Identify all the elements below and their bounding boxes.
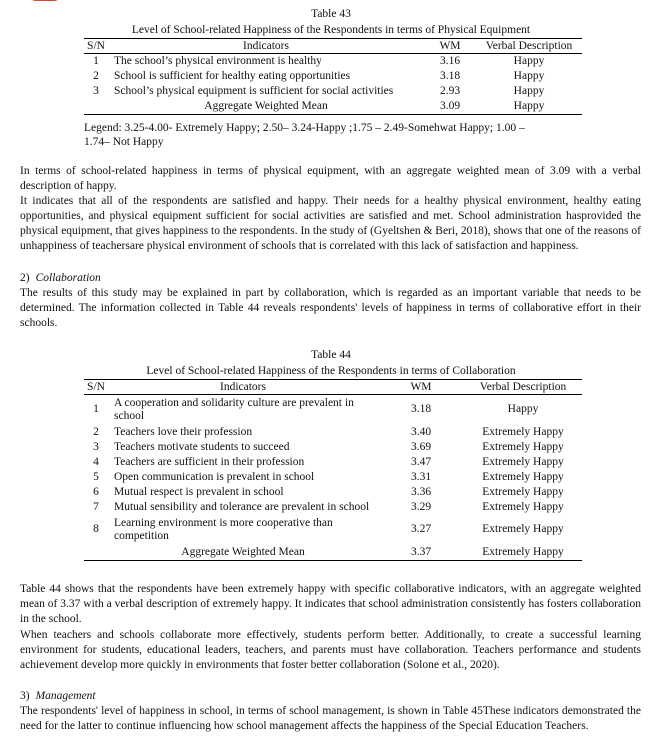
row-indicator: The school’s physical environment is healthy <box>114 54 322 67</box>
row-indicator: Open communication is prevalent in school <box>114 470 315 483</box>
row-wm: 3.31 <box>410 470 432 483</box>
row-verbal: Happy <box>513 69 545 82</box>
table-row <box>84 500 582 515</box>
row-indicator: Teachers are sufficient in their profession <box>114 455 305 468</box>
table-row <box>84 425 582 440</box>
table43-legend: Legend: 3.25-4.00- Extremely Happy; 2.50– 3.24-Happy ;1.75 – 2.49-Somehwat Happy; 1.00 – 1.74– Not Happy <box>84 122 525 148</box>
row-sn: 6 <box>93 485 99 498</box>
row-verbal: Extremely Happy <box>482 455 564 468</box>
row-indicator: Mutual respect is prevalent in school <box>114 485 284 498</box>
row-indicator: School’s physical equipment is sufficient for social activities <box>114 84 394 97</box>
table44 <box>84 379 582 561</box>
row-wm: 2.93 <box>439 84 461 97</box>
row-verbal: Extremely Happy <box>482 485 564 498</box>
table43-title: Table 43 <box>311 8 351 20</box>
table43-header-wm: WM <box>424 39 476 54</box>
section-title: Management <box>35 690 96 702</box>
table44-header-sn: S/N <box>84 380 108 395</box>
table-row <box>84 515 582 545</box>
row-sn: 2 <box>93 425 99 438</box>
row-wm: 3.69 <box>410 440 432 453</box>
aggregate-label: Aggregate Weighted Mean <box>108 99 424 115</box>
row-verbal: Happy <box>507 403 539 416</box>
table43-aggregate-row <box>84 99 582 115</box>
row-wm: 3.29 <box>410 500 432 513</box>
row-wm: 3.47 <box>410 455 432 468</box>
row-sn: 3 <box>93 440 99 453</box>
paragraph-collaboration-summary: Table 44 shows that the respondents have been extremely happy with specific collaborative indicators, with an aggregate weighted mean of 3.37 with a verbal description of extremely happy. It indicates that school administration consistently has fosters collaboration in the school. <box>20 583 641 625</box>
paragraph-collaboration-discussion: When teachers and schools collaborate more effectively, students perform better. Additionally, to create a successful learning environment for students, educational leaders, teachers, and parents must have collaboration. Teachers performance and students achievement develop more quickly in environments that foster better collaboration (Solone et al., 2020). <box>20 629 641 671</box>
table43-caption: Level of School-related Happiness of the Respondents in terms of Physical Equipment <box>131 24 531 36</box>
table-row <box>84 69 582 84</box>
table44-header-wm: WM <box>378 380 464 395</box>
row-wm: 3.27 <box>410 523 432 535</box>
table-row <box>84 395 582 425</box>
section-title: Collaboration <box>35 272 101 284</box>
paragraph-physical-equipment-discussion: It indicates that all of the respondents are satisfied and happy. Their needs for a healthy physical environment, healthy eating opportunities, and physical equipment sufficient for social activities are satisfied and met. School administration hasprovided the physical equipment, that gives happiness to the respondents. In the study of (Gyeltshen & Beri, 2018), shows that one of the reasons of unhappiness of teachersare physical environment of schools that is correlated with this lack of satisfaction and happiness. <box>20 195 641 252</box>
row-indicator: Learning environment is more cooperative than competition <box>114 516 333 542</box>
row-verbal: Extremely Happy <box>482 440 564 453</box>
section-heading-management <box>20 689 96 704</box>
aggregate-verbal: Extremely Happy <box>464 545 582 561</box>
table-row <box>84 455 582 470</box>
row-indicator: Teachers motivate students to succeed <box>114 440 290 453</box>
row-indicator: Teachers love their profession <box>114 425 253 438</box>
table43-header-row <box>84 39 582 54</box>
aggregate-verbal: Happy <box>476 99 582 115</box>
paragraph-physical-equipment-summary: In terms of school-related happiness in terms of physical equipment, with an aggregate weighted mean of 3.09 with a verbal description of happy. <box>20 165 641 192</box>
row-sn: 3 <box>93 84 99 97</box>
paragraph-management-intro: The respondents' level of happiness in school, in terms of school management, is shown in Table 45These indicators demonstrated the need for the latter to continue influencing how school management affects the happiness of the Special Education Teachers. <box>20 705 641 732</box>
row-indicator: Mutual sensibility and tolerance are prevalent in school <box>114 500 370 513</box>
row-indicator: School is sufficient for healthy eating opportunities <box>114 69 351 82</box>
row-indicator: A cooperation and solidarity culture are prevalent in school <box>114 396 354 422</box>
table44-aggregate-row <box>84 545 582 561</box>
table44-header-verbal: Verbal Description <box>464 380 582 395</box>
table-row <box>84 54 582 69</box>
row-verbal: Happy <box>513 54 545 67</box>
table43-header-sn: S/N <box>84 39 108 54</box>
row-wm: 3.18 <box>439 69 461 82</box>
aggregate-wm: 3.37 <box>378 545 464 561</box>
row-sn: 8 <box>93 523 99 535</box>
row-sn: 1 <box>93 54 99 67</box>
row-verbal: Extremely Happy <box>482 500 564 513</box>
row-verbal: Extremely Happy <box>482 425 564 438</box>
table43-header-verbal: Verbal Description <box>476 39 582 54</box>
row-wm: 3.18 <box>410 403 432 416</box>
table44-header-row <box>84 380 582 395</box>
table44-caption: Level of School-related Happiness of the Respondents in terms of Collaboration <box>146 365 516 377</box>
row-wm: 3.36 <box>410 485 432 498</box>
row-sn: 1 <box>93 403 99 416</box>
table-row <box>84 485 582 500</box>
table43-header-indicators: Indicators <box>108 39 424 54</box>
section-number: 3) <box>20 690 30 702</box>
row-verbal: Extremely Happy <box>482 470 564 483</box>
table-row <box>84 440 582 455</box>
table44-header-indicators: Indicators <box>108 380 378 395</box>
row-sn: 2 <box>93 69 99 82</box>
aggregate-label: Aggregate Weighted Mean <box>108 545 378 561</box>
row-verbal: Happy <box>513 84 545 97</box>
row-sn: 4 <box>93 455 99 468</box>
paragraph-collaboration-intro: The results of this study may be explained in part by collaboration, which is regarded as an important variable that needs to be determined. The information collected in Table 44 reveals respondents' levels of happiness in terms of collaborative effort in their schools. <box>20 287 641 329</box>
row-wm: 3.40 <box>410 425 432 438</box>
row-wm: 3.16 <box>439 54 461 67</box>
table44-title: Table 44 <box>311 349 351 361</box>
aggregate-wm: 3.09 <box>424 99 476 115</box>
row-sn: 5 <box>93 470 99 483</box>
section-number: 2) <box>20 272 30 284</box>
table43 <box>84 38 582 115</box>
publisher-logo-fragment <box>28 0 62 1</box>
row-sn: 7 <box>93 500 99 513</box>
section-heading-collaboration <box>20 271 101 286</box>
table-row <box>84 470 582 485</box>
row-verbal: Extremely Happy <box>482 523 564 535</box>
table-row <box>84 84 582 99</box>
